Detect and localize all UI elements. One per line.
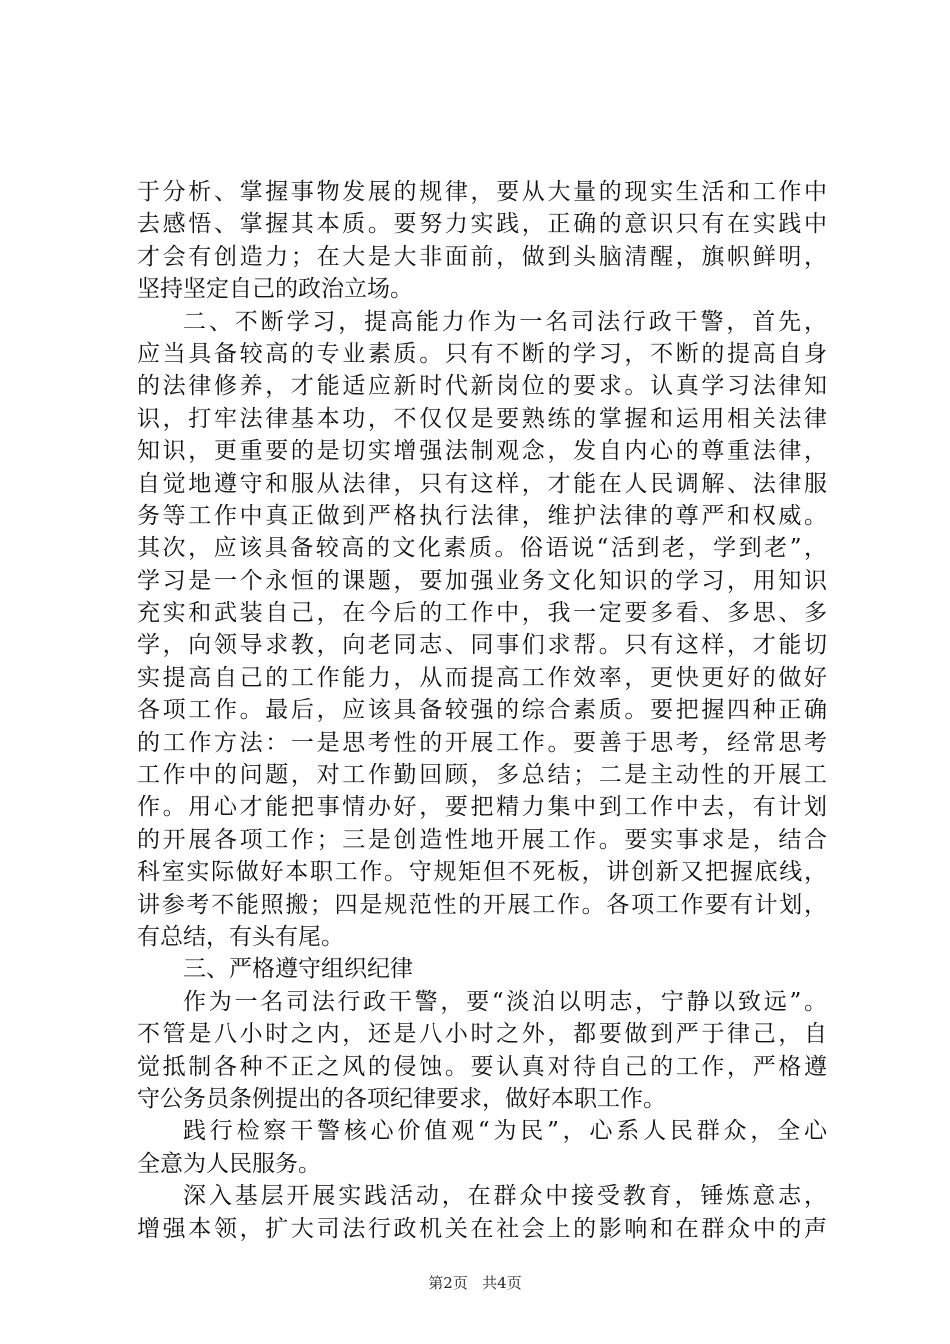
text-line: 全意为人民服务。: [137, 1150, 321, 1177]
text-line: 有总结，有头有尾。: [137, 923, 344, 950]
text-line: 科室实际做好本职工作。守规矩但不死板，讲创新又把握底线，: [137, 859, 827, 886]
page-number: 第2页: [428, 1274, 468, 1292]
text-line: 的开展各项工作；三是创造性地开展工作。要实事求是，结合: [137, 826, 827, 853]
text-line: 各项工作。最后，应该具备较强的综合素质。要把握四种正确: [137, 697, 827, 724]
text-line: 自觉地遵守和服从法律，只有这样，才能在人民调解、法律服: [137, 470, 827, 497]
text-line: 识，打牢法律基本功，不仅仅是要熟练的掌握和运用相关法律: [137, 405, 827, 432]
text-line: 坚持坚定自己的政治立场。: [137, 276, 413, 303]
text-line: 其次，应该具备较高的文化素质。俗语说“活到老，学到老”，: [137, 535, 827, 562]
text-line: 的法律修养，才能适应新时代新岗位的要求。认真学习法律知: [137, 373, 827, 400]
text-line: 三、严格遵守组织纪律: [183, 956, 413, 983]
text-line: 作。用心才能把事情办好，要把精力集中到工作中去，有计划: [137, 794, 827, 821]
text-line: 守公务员条例提出的各项纪律要求，做好本职工作。: [137, 1085, 666, 1112]
text-line: 知识，更重要的是切实增强法制观念，发自内心的尊重法律，: [137, 438, 827, 465]
text-line: 才会有创造力；在大是大非面前，做到头脑清醒，旗帜鲜明，: [137, 243, 827, 270]
text-line: 觉抵制各种不正之风的侵蚀。要认真对待自己的工作，严格遵: [137, 1053, 827, 1080]
text-line: 讲参考不能照搬；四是规范性的开展工作。各项工作要有计划，: [137, 891, 827, 918]
document-body: [137, 176, 827, 1245]
footer-spacer: [473, 1274, 478, 1292]
page-total: 共4页: [482, 1274, 522, 1292]
text-line: 应当具备较高的专业素质。只有不断的学习，不断的提高自身: [137, 340, 827, 367]
text-line: 学，向领导求教，向老同志、同事们求帮。只有这样，才能切: [137, 632, 827, 659]
text-line: 于分析、掌握事物发展的规律，要从大量的现实生活和工作中: [137, 179, 827, 205]
text-line: 务等工作中真正做到严格执行法律，维护法律的尊严和权威。: [137, 502, 827, 529]
text-line: 工作中的问题，对工作勤回顾，多总结；二是主动性的开展工: [137, 762, 827, 789]
text-line: 去感悟、掌握其本质。要努力实践，正确的意识只有在实践中: [137, 211, 827, 238]
text-line: 不管是八小时之内，还是八小时之外，都要做到严于律己，自: [137, 1021, 827, 1048]
text-line: 学习是一个永恒的课题，要加强业务文化知识的学习，用知识: [137, 567, 827, 594]
text-line: 充实和武装自己，在今后的工作中，我一定要多看、多思、多: [137, 600, 827, 627]
text-line: 作为一名司法行政干警，要“淡泊以明志，宁静以致远”。: [183, 988, 827, 1015]
text-line: 二、不断学习，提高能力作为一名司法行政干警，首先，: [183, 308, 827, 335]
text-line: 的工作方法：一是思考性的开展工作。要善于思考，经常思考: [137, 729, 827, 756]
text-line: 深入基层开展实践活动，在群众中接受教育，锤炼意志，: [183, 1183, 827, 1210]
text-line: 践行检察干警核心价值观“为民”，心系人民群众，全心: [183, 1118, 827, 1145]
page-footer: [0, 1272, 950, 1293]
text-line: 实提高自己的工作能力，从而提高工作效率，更快更好的做好: [137, 664, 827, 691]
text-line: 增强本领，扩大司法行政机关在社会上的影响和在群众中的声: [137, 1215, 827, 1242]
